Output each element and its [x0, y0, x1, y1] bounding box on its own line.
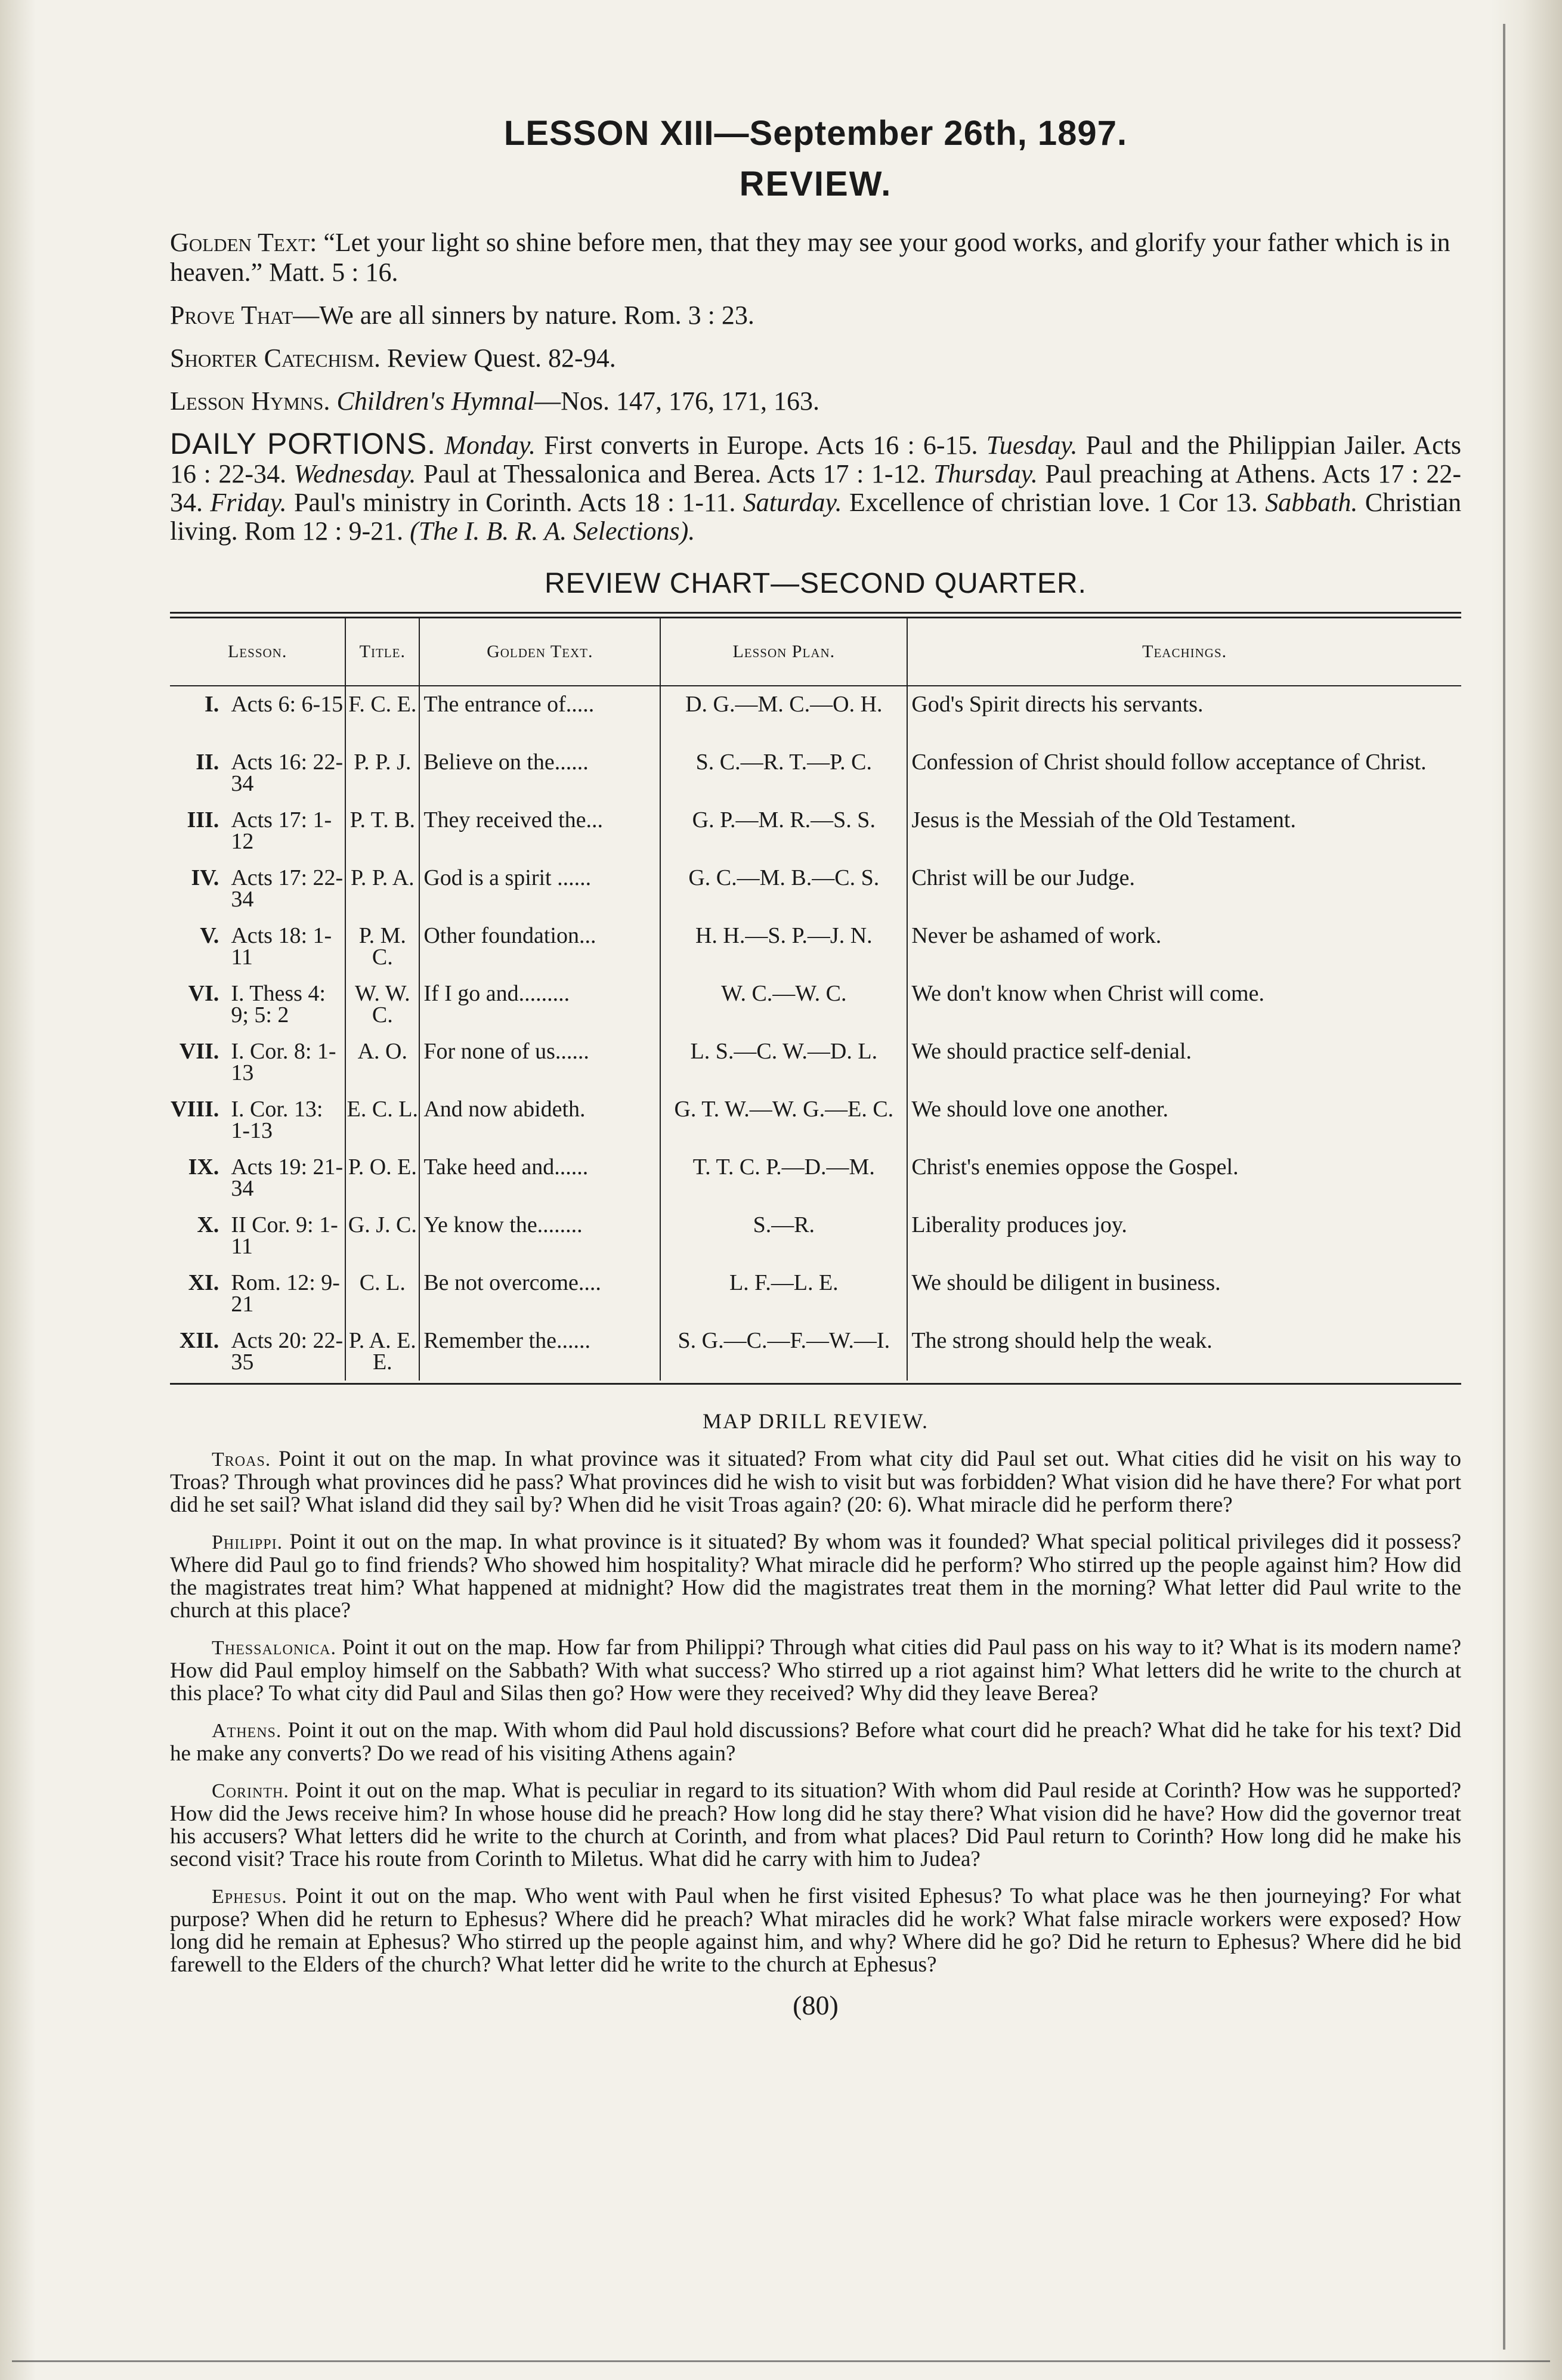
lesson-title-initials: E. C. L.	[345, 1091, 419, 1149]
lesson-number: VI.	[188, 981, 219, 1006]
lesson-number: XII.	[179, 1328, 219, 1353]
map-drill-place-label: Corinth.	[212, 1780, 289, 1802]
table-row	[170, 1091, 1461, 1149]
teaching-cell: We don't know when Christ will come.	[907, 976, 1461, 1033]
table-row	[170, 860, 1461, 918]
golden-text-cell: Ye know the........	[419, 1207, 660, 1265]
map-drill-place-label: Thessalonica.	[212, 1637, 336, 1659]
golden-text-cell: They received the...	[419, 802, 660, 860]
map-drill-questions: Point it out on the map. What is peculiar in regard to its situation? With whom did Paul reside at Corinth? How was he supported? How did the Jews receive him? In whose house did he preach? How long did he stay there? What vision did he have? How did the governor treat his accusers? What letters did he write to the church at Corinth, and from what places? Did Paul return to Corinth? How long did he make his second visit? Trace his route from Corinth to Miletus. What did he carry with him to Judea?	[170, 1778, 1462, 1871]
lesson-title-initials: P. T. B.	[345, 802, 419, 860]
map-drill-questions: Point it out on the map. In what province was it situated? From what city did Paul set out. What cities did he visit on his way to Troas? Through what provinces did he pass? What provinces did he wish to visit but was forbidden? What vision did he have there? For what port did he set sail? What island did they sail by? When did he visit Troas again? (20: 6). What miracle did he perform there?	[170, 1447, 1462, 1517]
lesson-plan-cell: H. H.—S. P.—J. N.	[660, 918, 907, 976]
lesson-reference: Acts 19: 21-34	[231, 1155, 344, 1201]
lesson-title-initials: P. A. E. E.	[345, 1323, 419, 1381]
lesson-title-initials: P. P. A.	[345, 860, 419, 918]
daily-day: Saturday.	[743, 488, 842, 517]
review-chart-title: REVIEW CHART—SECOND QUARTER.	[545, 568, 1087, 599]
lesson-plan-cell: T. T. C. P.—D.—M.	[660, 1149, 907, 1207]
teaching-cell: God's Spirit directs his servants.	[907, 686, 1461, 744]
review-chart-table	[170, 618, 1461, 1381]
teaching-cell: Jesus is the Messiah of the Old Testament.	[907, 802, 1461, 860]
table-row	[170, 918, 1461, 976]
header-title: Title.	[345, 618, 419, 686]
lesson-plan-cell: D. G.—M. C.—O. H.	[660, 686, 907, 744]
lesson-title-initials: P. M. C.	[345, 918, 419, 976]
lesson-hymns-book: Children's Hymnal	[336, 386, 535, 416]
map-drill-indent	[170, 1447, 212, 1471]
table-header-row	[170, 618, 1461, 686]
daily-portions	[170, 429, 1461, 546]
daily-text: Paul preaching at Athens. Acts 17 : 22-34.	[170, 459, 1462, 517]
shorter-catechism-body: Review Quest. 82-94.	[386, 343, 616, 373]
shorter-catechism	[170, 343, 1461, 373]
lesson-number: I.	[205, 692, 219, 717]
header-teachings: Teachings.	[907, 618, 1461, 686]
golden-text-cell: Take heed and......	[419, 1149, 660, 1207]
lesson-title-initials: W. W. C.	[345, 976, 419, 1033]
teaching-cell: Christ will be our Judge.	[907, 860, 1461, 918]
lesson-title-initials: C. L.	[345, 1265, 419, 1323]
daily-text: Paul at Thessalonica and Berea. Acts 17 : 1-12.	[423, 459, 926, 488]
lesson-number: IX.	[188, 1155, 219, 1180]
teaching-cell: The strong should help the weak.	[907, 1323, 1461, 1381]
map-drill-place-label: Athens.	[212, 1720, 282, 1742]
lesson-number: XI.	[188, 1270, 219, 1295]
lesson-reference: I. Thess 4: 9; 5: 2	[231, 981, 326, 1027]
teaching-cell: We should be diligent in business.	[907, 1265, 1461, 1323]
lesson-number: VIII.	[171, 1097, 219, 1122]
table-row	[170, 686, 1461, 744]
daily-day: Tuesday.	[986, 431, 1078, 460]
lesson-hymns-body: —Nos. 147, 176, 171, 163.	[534, 386, 819, 416]
daily-portions-label: DAILY PORTIONS.	[170, 427, 437, 460]
golden-text-body: “Let your light so shine before men, that they may see your good works, and glorify your father which is in heaven.” Matt. 5 : 16.	[170, 228, 1450, 287]
lesson-plan-cell: W. C.—W. C.	[660, 976, 907, 1033]
prove-that-body: —We are all sinners by nature. Rom. 3 : 23.	[293, 301, 754, 330]
daily-closing: (The I. B. R. A. Selections).	[410, 516, 695, 546]
lesson-title: LESSON XIII—September 26th, 1897.	[503, 114, 1128, 153]
prove-that-label: Prove That	[170, 301, 293, 330]
table-row	[170, 976, 1461, 1033]
page-bottom-rule	[12, 2360, 1550, 2362]
lesson-hymns	[170, 386, 1461, 416]
map-drill-title: MAP DRILL REVIEW.	[703, 1409, 929, 1433]
map-drill-place-label: Ephesus.	[212, 1886, 287, 1908]
header-lesson-plan: Lesson Plan.	[660, 618, 907, 686]
daily-text: Paul and the Philippian Jailer. Acts 16 : 22-34.	[170, 431, 1462, 488]
lesson-plan-cell: G. C.—M. B.—C. S.	[660, 860, 907, 918]
daily-text: Christian living. Rom 12 : 9-21.	[170, 488, 1462, 546]
page-edge-left	[0, 0, 36, 2380]
lesson-reference: Acts 18: 1-11	[231, 923, 332, 970]
lesson-title-initials: G. J. C.	[345, 1207, 419, 1265]
map-drill-indent	[170, 1778, 212, 1803]
lesson-plan-cell: G. P.—M. R.—S. S.	[660, 802, 907, 860]
daily-text: Paul's ministry in Corinth. Acts 18 : 1-11.	[294, 488, 736, 517]
golden-text-label: Golden Text:	[170, 228, 317, 257]
lesson-number: IV.	[191, 865, 219, 890]
teaching-cell: Christ's enemies oppose the Gospel.	[907, 1149, 1461, 1207]
lesson-title-initials: A. O.	[345, 1033, 419, 1091]
golden-text-cell: Other foundation...	[419, 918, 660, 976]
chart-bottom-rule	[170, 1383, 1461, 1385]
lesson-reference: Acts 20: 22-35	[231, 1328, 344, 1375]
lesson-number: II.	[196, 750, 219, 775]
table-row	[170, 1265, 1461, 1323]
map-drill-place-label: Troas.	[212, 1449, 271, 1471]
lesson-reference: I. Cor. 13: 1-13	[231, 1097, 323, 1143]
golden-text-cell: Be not overcome....	[419, 1265, 660, 1323]
lesson-reference: I. Cor. 8: 1-13	[231, 1039, 336, 1085]
lesson-reference: Acts 16: 22-34	[231, 750, 344, 796]
table-row	[170, 1149, 1461, 1207]
golden-text-cell: The entrance of.....	[419, 686, 660, 744]
table-row	[170, 1033, 1461, 1091]
lesson-plan-cell: L. S.—C. W.—D. L.	[660, 1033, 907, 1091]
lesson-reference: Acts 6: 6-15	[231, 692, 344, 717]
lesson-number: VII.	[179, 1039, 219, 1064]
table-row	[170, 744, 1461, 802]
lesson-number: V.	[200, 923, 219, 948]
document-page	[170, 113, 1461, 2021]
lesson-reference: Acts 17: 22-34	[231, 865, 344, 912]
shorter-catechism-label: Shorter Catechism.	[170, 343, 381, 373]
map-drill-sections	[170, 1448, 1461, 1976]
lesson-title-initials: P. O. E.	[345, 1149, 419, 1207]
golden-text-cell: Believe on the......	[419, 744, 660, 802]
map-drill-questions: Point it out on the map. In what province is it situated? By whom was it founded? What special political privileges did it possess? Where did Paul go to find friends? Who showed him hospitality? What miracle did he perform? Who stirred up the people against him? How did the magistrates treat him? What happened at midnight? How did the magistrates treat them in the morning? What letter did Paul write to the church at this place?	[170, 1530, 1462, 1623]
lesson-reference: Rom. 12: 9-21	[231, 1270, 340, 1317]
map-drill-questions: Point it out on the map. With whom did Paul hold discussions? Before what court did he preach? What did he take for his text? Did he make any converts? Do we read of his visiting Athens again?	[170, 1718, 1462, 1766]
lesson-number: X.	[197, 1212, 219, 1237]
lesson-hymns-label: Lesson Hymns.	[170, 386, 330, 416]
table-row	[170, 802, 1461, 860]
lesson-reference: II Cor. 9: 1-11	[231, 1212, 338, 1259]
lesson-title-initials: P. P. J.	[345, 744, 419, 802]
lesson-reference: Acts 17: 1-12	[231, 807, 332, 854]
lesson-title-initials: F. C. E.	[345, 686, 419, 744]
lesson-number: III.	[187, 807, 219, 832]
teaching-cell: Never be ashamed of work.	[907, 918, 1461, 976]
map-drill-indent	[170, 1718, 212, 1743]
daily-day: Monday.	[444, 431, 536, 460]
lesson-plan-cell: G. T. W.—W. G.—E. C.	[660, 1091, 907, 1149]
map-drill-indent	[170, 1884, 212, 1908]
map-drill-paragraph	[170, 1779, 1461, 1871]
daily-text: Excellence of christian love. 1 Cor 13.	[849, 488, 1258, 517]
prove-that	[170, 301, 1461, 330]
page-number: (80)	[793, 1990, 839, 2020]
golden-text-cell: If I go and.........	[419, 976, 660, 1033]
table-row	[170, 1323, 1461, 1381]
lesson-plan-cell: S. C.—R. T.—P. C.	[660, 744, 907, 802]
teaching-cell: We should practice self-denial.	[907, 1033, 1461, 1091]
map-drill-indent	[170, 1635, 212, 1660]
table-row	[170, 1207, 1461, 1265]
daily-day: Sabbath.	[1265, 488, 1358, 517]
daily-day: Wednesday.	[293, 459, 416, 488]
daily-text: First converts in Europe. Acts 16 : 6-15.	[544, 431, 978, 460]
map-drill-paragraph	[170, 1636, 1461, 1705]
map-drill-indent	[170, 1530, 212, 1554]
teaching-cell: Liberality produces joy.	[907, 1207, 1461, 1265]
review-title: REVIEW.	[739, 165, 892, 203]
map-drill-questions: Point it out on the map. How far from Philippi? Through what cities did Paul pass on his way to it? What is its modern name? How did Paul employ himself on the Sabbath? With what success? Who stirred up a riot against him? What letters did he write to the church at this place? To what city did Paul and Silas then go? How were they received? Why did they leave Berea?	[170, 1635, 1462, 1706]
teaching-cell: We should love one another.	[907, 1091, 1461, 1149]
header-golden-text: Golden Text.	[419, 618, 660, 686]
map-drill-paragraph	[170, 1531, 1461, 1622]
page-edge-right	[1490, 0, 1562, 2380]
map-drill-questions: Point it out on the map. Who went with Paul when he first visited Ephesus? To what place was he then journeying? For what purpose? When did he return to Ephesus? Where did he preach? What miracles did he work? What false miracle workers were exposed? How long did he remain at Ephesus? Who stirred up the people against him, and why? Where did he go? Did he return to Ephesus? Where did he bid farewell to the Elders of the church? What letter did he write to the church at Ephesus?	[170, 1884, 1462, 1977]
daily-day: Friday.	[210, 488, 287, 517]
golden-text-cell: And now abideth.	[419, 1091, 660, 1149]
lesson-plan-cell: L. F.—L. E.	[660, 1265, 907, 1323]
chart-top-rule	[170, 612, 1461, 618]
daily-day: Thursday.	[933, 459, 1038, 488]
map-drill-paragraph	[170, 1719, 1461, 1765]
lesson-plan-cell: S. G.—C.—F.—W.—I.	[660, 1323, 907, 1381]
binding-line	[1503, 24, 1505, 2350]
lesson-plan-cell: S.—R.	[660, 1207, 907, 1265]
map-drill-paragraph	[170, 1448, 1461, 1516]
map-drill-place-label: Philippi.	[212, 1531, 283, 1553]
map-drill-paragraph	[170, 1885, 1461, 1976]
golden-text	[170, 228, 1461, 287]
golden-text-cell: For none of us......	[419, 1033, 660, 1091]
teaching-cell: Confession of Christ should follow acceptance of Christ.	[907, 744, 1461, 802]
golden-text-cell: Remember the......	[419, 1323, 660, 1381]
header-lesson: Lesson.	[170, 618, 345, 686]
golden-text-cell: God is a spirit ......	[419, 860, 660, 918]
